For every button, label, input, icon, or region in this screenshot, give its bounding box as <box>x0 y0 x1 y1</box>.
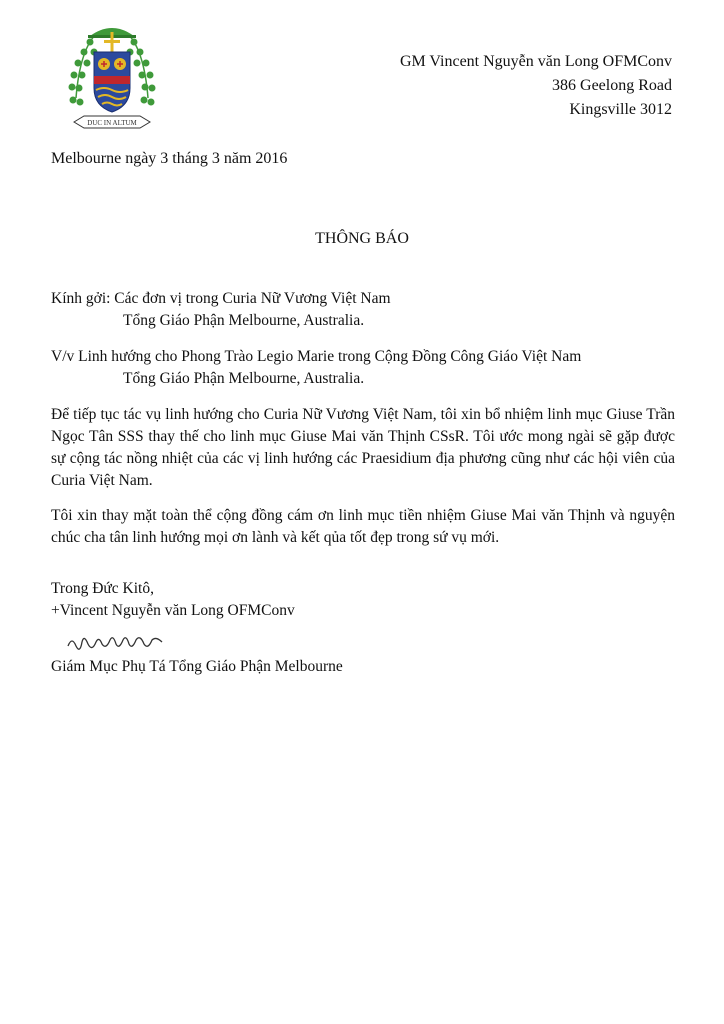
closing-salutation: Trong Đức Kitô, <box>51 580 154 597</box>
subject-line-1: V/v Linh hướng cho Phong Trào Legio Marie trong Cộng Đồng Công Giáo Việt Nam <box>51 348 582 365</box>
recipient-line-1: Kính gởi: Các đơn vị trong Curia Nữ Vương Việt Nam <box>51 290 391 307</box>
sender-address <box>400 50 672 122</box>
coat-of-arms-icon <box>60 18 164 140</box>
subject-line-2: Tổng Giáo Phận Melbourne, Australia. <box>123 370 365 387</box>
date-line: Melbourne ngày 3 tháng 3 năm 2016 <box>51 150 288 167</box>
closing-block <box>51 578 675 622</box>
signer-name: +Vincent Nguyễn văn Long OFMConv <box>51 602 295 619</box>
subject-block <box>51 346 675 390</box>
body-paragraph-2: Tôi xin thay mặt toàn thể cộng đồng cám ơn linh mục tiền nhiệm Giuse Mai văn Thịnh và nguyện chúc cha tân linh hướng mọi ơn lành và kết qủa tốt đẹp trong sứ vụ mới. <box>51 507 675 546</box>
sender-street: 386 Geelong Road <box>552 77 672 94</box>
recipient-block <box>51 288 675 332</box>
recipient-line-2: Tổng Giáo Phận Melbourne, Australia. <box>123 312 365 329</box>
sender-city: Kingsville 3012 <box>569 101 672 118</box>
document-title: THÔNG BÁO <box>315 230 409 247</box>
signer-title: Giám Mục Phụ Tá Tổng Giáo Phận Melbourne <box>51 658 343 675</box>
crest-motto: DUC IN ALTUM <box>87 119 137 127</box>
handwritten-signature <box>66 628 166 656</box>
body-paragraph-1: Để tiếp tục tác vụ linh hướng cho Curia Nữ Vương Việt Nam, tôi xin bổ nhiệm linh mục Giuse Trần Ngọc Tân SSS thay thế cho linh mục Giuse Mai văn Thịnh CSsR. Tôi ước mong ngài sẽ gặp được sự cộng tác nồng nhiệt của các vị linh hướng các Praesidium địa phương cũng như các hội viên của Curia Việt Nam. <box>51 406 675 489</box>
sender-name: GM Vincent Nguyễn văn Long OFMConv <box>399 53 672 70</box>
